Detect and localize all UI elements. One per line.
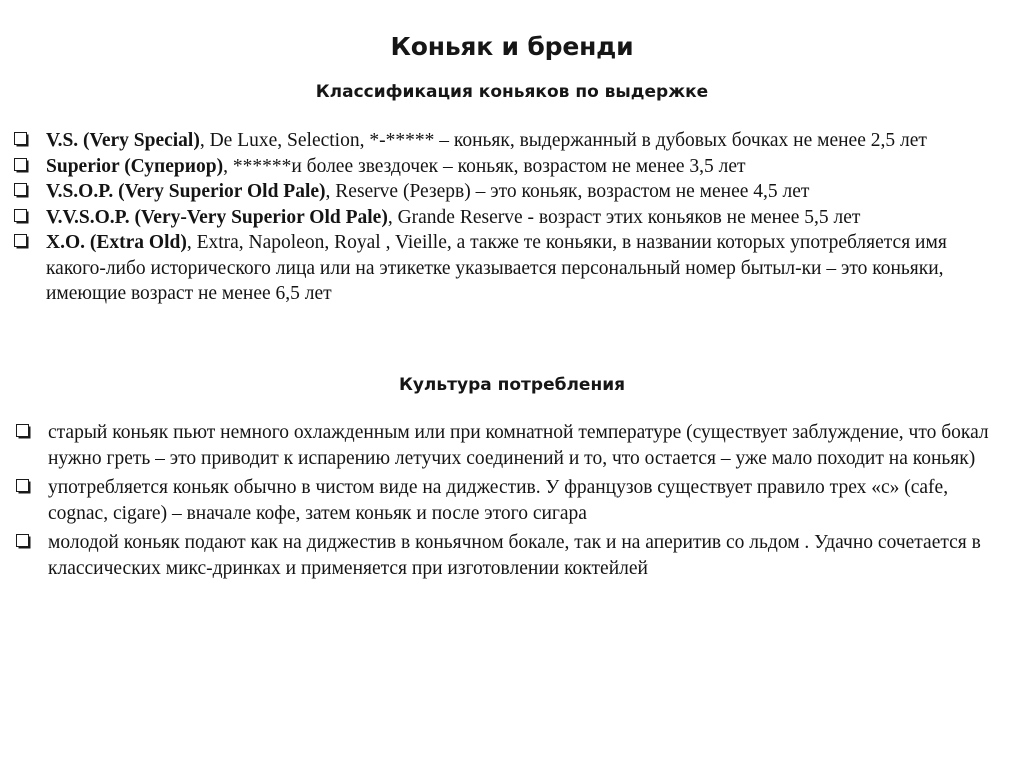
page-title: Коньяк и бренди — [390, 32, 634, 61]
list-item-text: , Extra, Napoleon, Royal , Vieille, а также те коньяки, в названии которых употребляется имя какого-либо исторического лица или на этикетке указывается персональный номер бытыл-ки – это коньяки, имеющие возраст не менее 6,5 лет — [46, 232, 947, 304]
hollow-square-bullet-icon — [14, 183, 27, 196]
list-item — [0, 230, 1024, 307]
list-item — [0, 128, 1024, 154]
list-item-term: V.S.O.P. (Very Superior Old Pale) — [46, 181, 326, 202]
list-item — [0, 154, 1024, 180]
section-heading-culture: Культура потребления — [398, 375, 626, 395]
culture-list — [0, 420, 1024, 585]
list-item-term: X.O. (Extra Old) — [46, 232, 187, 253]
list-item-term: V.V.S.O.P. (Very-Very Superior Old Pale) — [46, 206, 388, 228]
list-item — [0, 205, 1024, 231]
list-item-text: , De Luxe, Selection, *-***** – коньяк, выдержанный в дубовых бочках не менее 2,5 лет — [199, 130, 927, 151]
list-item — [0, 530, 1024, 581]
list-item-text: старый коньяк пьют немного охлажденным или при комнатной температуре (существует заблуждение, что бокал нужно греть – это приводит к испарению летучих соединений и то, что остается – уже мало походит на коньяк) — [48, 422, 989, 469]
classification-list — [0, 128, 1024, 307]
section-heading-classification: Классификация коньяков по выдержке — [315, 81, 709, 102]
list-item — [0, 475, 1024, 526]
hollow-square-bullet-icon — [16, 534, 29, 547]
list-item-text: употребляется коньяк обычно в чистом виде на диджестив. У французов существует правило трех «с» (cafe, cognac, cigare) – вначале кофе, затем коньяк и после этого сигара — [48, 477, 949, 524]
list-item — [0, 179, 1024, 205]
hollow-square-bullet-icon — [14, 234, 27, 247]
list-item-text: молодой коньяк подают как на диджестив в коньячном бокале, так и на аперитив со льдом . Удачно сочетается в классических микс-дринках и применяется при изготовлении коктейлей — [48, 532, 981, 579]
list-item-term: V.S. (Very Special) — [46, 130, 200, 151]
hollow-square-bullet-icon — [14, 132, 27, 145]
hollow-square-bullet-icon — [16, 479, 29, 492]
list-item — [0, 420, 1024, 471]
hollow-square-bullet-icon — [14, 209, 27, 222]
hollow-square-bullet-icon — [16, 424, 29, 437]
hollow-square-bullet-icon — [14, 158, 27, 171]
list-item-text: , Grande Reserve - возраст этих коньяков не менее 5,5 лет — [387, 206, 861, 228]
list-item-text: , ******и более звездочек – коньяк, возрастом не менее 3,5 лет — [223, 155, 746, 177]
list-item-term: Superior (Супериор) — [46, 155, 224, 177]
list-item-text: , Reserve (Резерв) – это коньяк, возрастом не менее 4,5 лет — [325, 181, 810, 202]
